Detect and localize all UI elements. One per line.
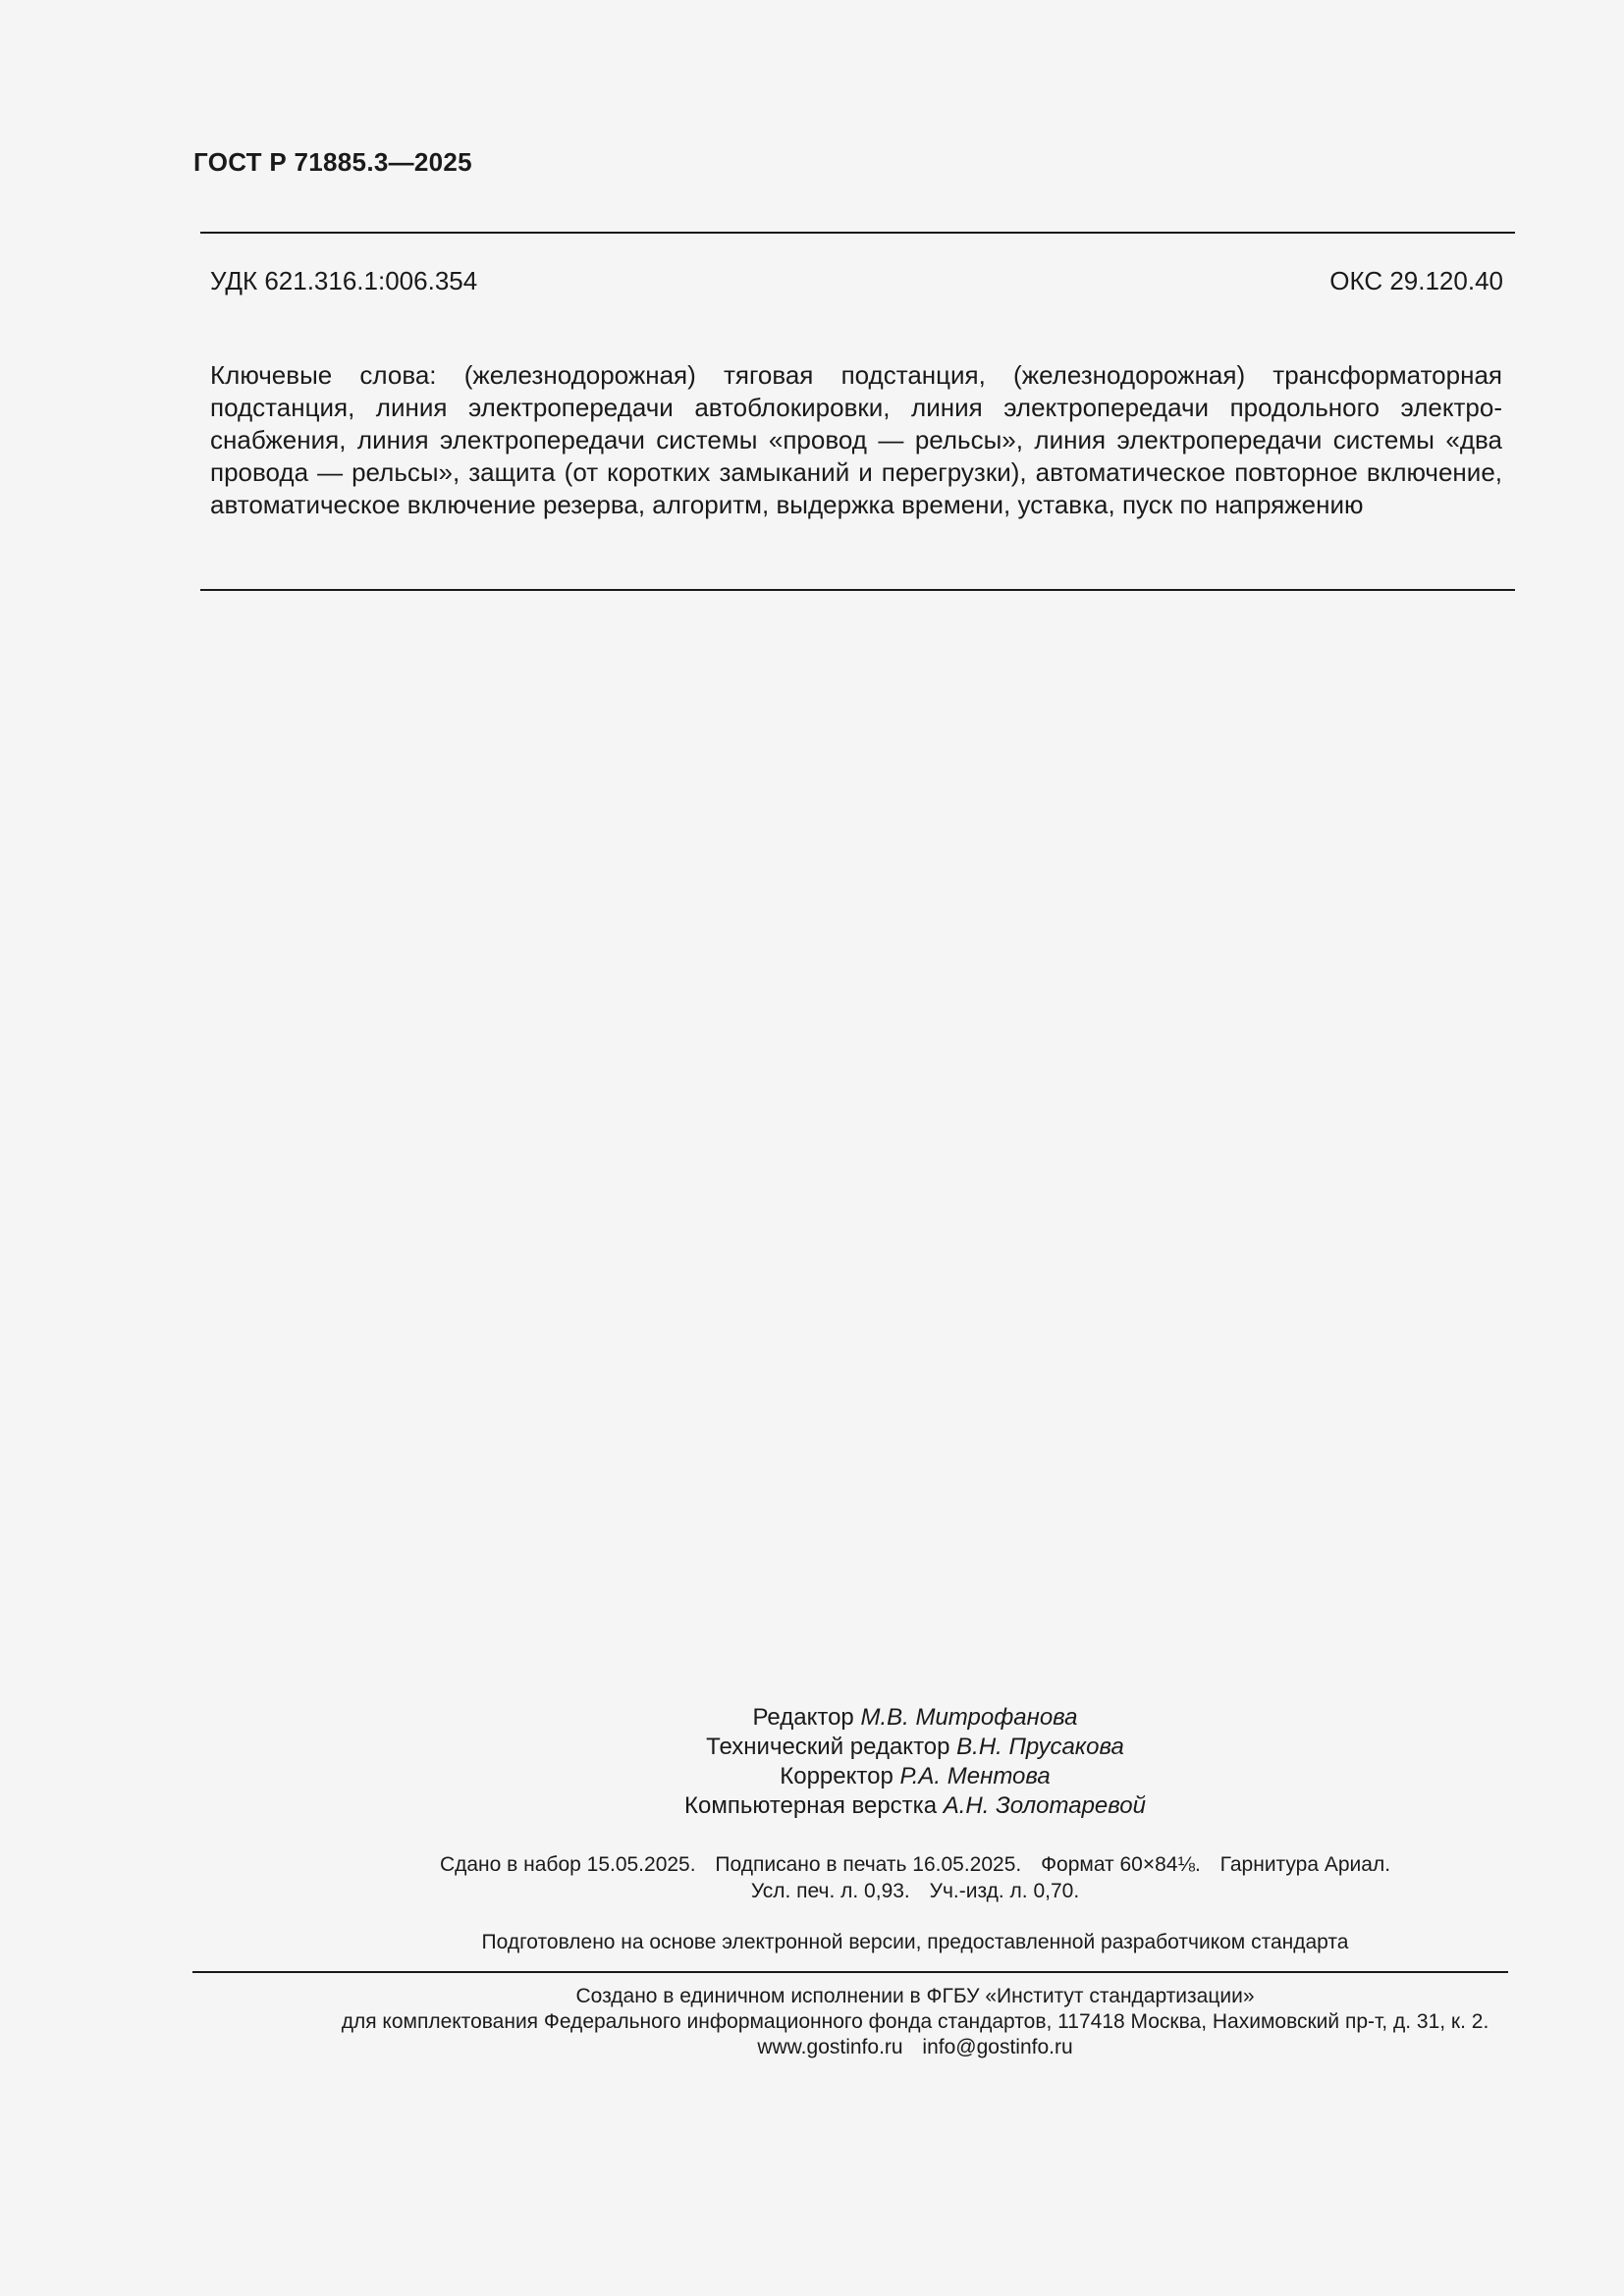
credit-role: Технический редактор — [706, 1734, 950, 1760]
credit-role: Редактор — [752, 1704, 854, 1731]
credit-tech-editor — [206, 1733, 1624, 1762]
keywords-bottom-divider — [200, 589, 1515, 591]
credit-role: Компьютерная верстка — [684, 1792, 938, 1819]
website-link[interactable]: www.gostinfo.ru — [757, 2036, 903, 2058]
email-link[interactable]: info@gostinfo.ru — [922, 2036, 1073, 2058]
imprint-block — [0, 1984, 1624, 2060]
imprint-line-2: для комплектования Федерального информационного фонда стандартов, 117418 Москва, Нахимовский пр-т, д. 31, к. 2. — [341, 2010, 1489, 2033]
publisher-sheets: Уч.-изд. л. 0,70. — [929, 1880, 1080, 1902]
print-sheets: Усл. печ. л. 0,93. — [750, 1880, 910, 1902]
credit-person: А.Н. Золотаревой — [943, 1792, 1146, 1819]
imprint-contacts — [206, 2035, 1624, 2060]
credit-proofreader — [206, 1762, 1624, 1791]
credit-editor — [206, 1703, 1624, 1733]
credit-person: Р.А. Ментова — [899, 1763, 1051, 1789]
prepared-text: Подготовлено на основе электронной версии, предоставленной разработчиком стандарта — [481, 1931, 1349, 1953]
print-info-line-1 — [206, 1851, 1624, 1878]
credit-role: Корректор — [780, 1763, 893, 1789]
prepared-note — [0, 1931, 1624, 1954]
udk-code: УДК 621.316.1:006.354 — [210, 266, 478, 295]
submitted-date: Сдано в набор 15.05.2025. — [439, 1853, 696, 1876]
credits-block — [0, 1703, 1624, 1821]
credit-person: В.Н. Прусакова — [956, 1734, 1124, 1760]
standard-id-header: ГОСТ Р 71885.3—2025 — [193, 147, 472, 177]
print-info-line-2 — [206, 1878, 1624, 1904]
signed-date: Подписано в печать 16.05.2025. — [715, 1853, 1022, 1876]
credit-person: М.В. Митрофанова — [860, 1704, 1078, 1731]
oks-code: ОКС 29.120.40 — [1329, 266, 1503, 295]
imprint-line-1: Создано в единичном исполнении в ФГБУ «Институт стандартизации» — [575, 1985, 1255, 2007]
print-info-block — [0, 1851, 1624, 1904]
keywords-paragraph: Ключевые слова: (железнодорожная) тяговая подстанция, (железнодорожная) трансформаторная подстанция, линия электропередачи автоблокировки, линия электропередачи продольного электроснабжения, линия электропередачи системы «провод — рельсы», линия электропередачи системы «два провода — рельсы», защита (от коротких замыканий и перегрузки), автоматическое повторное включение, автоматическое включение резерва, алгоритм, выдержка времени, уставка, пуск по напряжению — [210, 360, 1502, 519]
paper-format: Формат 60×84⅛. — [1041, 1853, 1201, 1876]
typeface: Гарнитура Ариал. — [1219, 1853, 1391, 1876]
credit-layout — [206, 1791, 1624, 1821]
top-divider — [200, 232, 1515, 234]
imprint-divider — [192, 1971, 1508, 1973]
